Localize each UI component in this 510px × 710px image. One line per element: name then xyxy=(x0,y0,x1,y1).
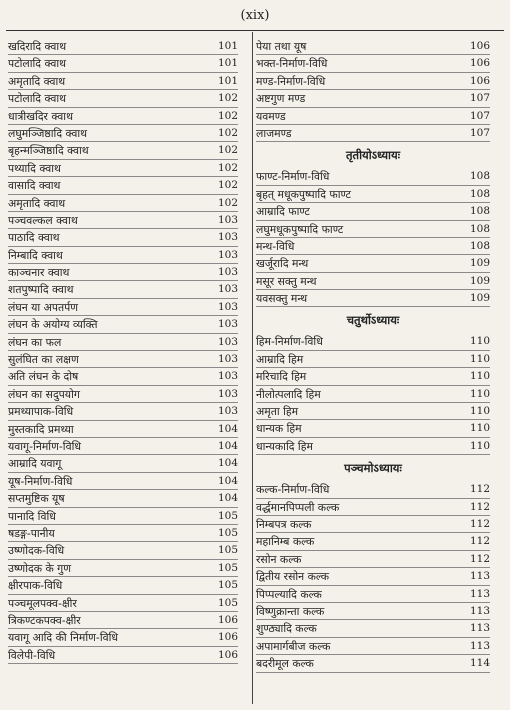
entry-page-number: 104 xyxy=(217,474,238,487)
toc-entry xyxy=(256,386,490,403)
entry-title: पञ्चवल्कल क्वाथ xyxy=(8,213,78,227)
chapter-heading: चतुर्थोऽध्यायः xyxy=(346,313,400,328)
entry-page-number: 103 xyxy=(217,387,238,400)
entry-title: पिप्पल्यादि कल्क xyxy=(256,587,322,601)
entry-title: विष्णुक्रान्ता कल्क xyxy=(256,604,325,618)
entry-title: पाठादि क्वाथ xyxy=(8,231,60,245)
entry-page-number: 112 xyxy=(469,535,490,548)
entry-page-number: 108 xyxy=(469,187,490,200)
entry-title: मसूर सक्तु मन्थ xyxy=(256,274,317,288)
entry-page-number: 101 xyxy=(217,57,238,70)
toc-entry xyxy=(8,125,238,142)
entry-page-number: 114 xyxy=(469,657,490,670)
entry-page-number: 113 xyxy=(469,622,490,635)
toc-entry xyxy=(256,655,490,672)
entry-title: नीलोत्पलादि हिम xyxy=(256,387,321,401)
entry-title: लंघन के अयोग्य व्यक्ति xyxy=(8,318,98,332)
toc-entry xyxy=(256,221,490,238)
toc-entry xyxy=(256,516,490,533)
toc-entry xyxy=(8,542,238,559)
entry-title: मरिचादि हिम xyxy=(256,370,307,384)
entry-title: वासादि क्वाथ xyxy=(8,179,61,193)
entry-page-number: 103 xyxy=(217,370,238,383)
entry-page-number: 103 xyxy=(217,318,238,331)
toc-entry xyxy=(256,55,490,72)
entry-title: पटोलादि क्वाथ xyxy=(8,57,67,71)
entry-page-number: 110 xyxy=(469,352,490,365)
entry-page-number: 102 xyxy=(217,144,238,157)
toc-entry xyxy=(256,351,490,368)
toc-entry xyxy=(8,438,238,455)
entry-title: वर्द्धमानपिप्पली कल्क xyxy=(256,500,340,514)
toc-entry xyxy=(8,55,238,72)
toc-entry xyxy=(256,368,490,385)
toc-entry xyxy=(8,38,238,55)
toc-entry xyxy=(256,438,490,455)
toc-entry xyxy=(256,586,490,603)
entry-page-number: 113 xyxy=(469,587,490,600)
entry-title: विलेपी-विधि xyxy=(8,648,56,662)
entry-page-number: 110 xyxy=(469,439,490,452)
entry-page-number: 108 xyxy=(469,170,490,183)
entry-page-number: 105 xyxy=(217,509,238,522)
entry-title: क्षीरपाक-विधि xyxy=(8,579,63,593)
entry-page-number: 110 xyxy=(469,335,490,348)
entry-page-number: 106 xyxy=(469,74,490,87)
entry-title: उष्णोदक-विधि xyxy=(8,544,65,558)
entry-title: यवागू-निर्माण-विधि xyxy=(8,439,82,453)
entry-page-number: 102 xyxy=(217,196,238,209)
entry-page-number: 104 xyxy=(217,422,238,435)
entry-title: बृहन्मञ्जिष्ठादि क्वाथ xyxy=(8,144,89,158)
entry-page-number: 109 xyxy=(469,292,490,305)
entry-title: अपामार्गबीज कल्क xyxy=(256,639,331,653)
entry-title: धान्यक हिम xyxy=(256,422,302,436)
left-column xyxy=(8,38,238,664)
entry-title: पेया तथा यूष xyxy=(256,40,307,53)
entry-page-number: 105 xyxy=(217,526,238,539)
toc-entry xyxy=(256,620,490,637)
entry-title: काञ्चनार क्वाथ xyxy=(8,266,70,280)
toc-entry xyxy=(256,273,490,290)
entry-title: त्रिकण्टकपक्व-क्षीर xyxy=(8,613,81,627)
toc-entry xyxy=(256,551,490,568)
toc-entry xyxy=(8,368,238,385)
entry-page-number: 107 xyxy=(469,126,490,139)
toc-entry xyxy=(8,473,238,490)
top-rule xyxy=(6,30,504,31)
entry-title: धात्रीखदिर क्वाथ xyxy=(8,109,73,123)
toc-entry xyxy=(8,334,238,351)
toc-entry xyxy=(256,255,490,272)
entry-page-number: 104 xyxy=(217,492,238,505)
entry-page-number: 104 xyxy=(217,457,238,470)
entry-title: लंघन या अपतर्पण xyxy=(8,300,79,314)
entry-page-number: 106 xyxy=(469,57,490,70)
entry-title: यवमण्ड xyxy=(256,109,286,123)
page-number: (xix) xyxy=(240,8,270,23)
entry-page-number: 113 xyxy=(469,639,490,652)
entry-title: बृहत् मधूकपुष्पादि फाण्ट xyxy=(256,187,351,201)
toc-entry xyxy=(8,455,238,472)
entry-title: सुलंघित का लक्षण xyxy=(8,353,79,367)
entry-title: अमृता हिम xyxy=(256,405,299,419)
toc-entry xyxy=(256,481,490,498)
entry-page-number: 105 xyxy=(217,561,238,574)
entry-title: उष्णोदक के गुण xyxy=(8,561,72,575)
entry-page-number: 103 xyxy=(217,335,238,348)
right-column xyxy=(256,38,490,673)
toc-entry xyxy=(8,403,238,420)
entry-title: खदिरादि क्वाथ xyxy=(8,40,67,53)
entry-page-number: 112 xyxy=(469,517,490,530)
entry-title: द्वितीय रसोन कल्क xyxy=(256,570,330,584)
toc-entry xyxy=(8,264,238,281)
entry-title: अमृतादि क्वाथ xyxy=(8,196,66,210)
chapter-heading: तृतीयोऽध्यायः xyxy=(345,148,401,163)
toc-entry xyxy=(256,73,490,90)
toc-entry xyxy=(256,603,490,620)
entry-page-number: 102 xyxy=(217,126,238,139)
entry-page-number: 109 xyxy=(469,274,490,287)
entry-page-number: 103 xyxy=(217,248,238,261)
entry-title: मुस्तकादि प्रमथ्या xyxy=(8,422,74,436)
toc-entry xyxy=(8,73,238,90)
toc-entry xyxy=(8,386,238,403)
entry-title: निम्बादि क्वाथ xyxy=(8,248,63,262)
toc-entry xyxy=(256,125,490,142)
entry-title: बदरीमूल कल्क xyxy=(256,657,314,671)
entry-page-number: 104 xyxy=(217,439,238,452)
entry-title: यूष-निर्माण-विधि xyxy=(8,474,73,488)
entry-page-number: 102 xyxy=(217,179,238,192)
entry-title: आम्रादि हिम xyxy=(256,352,304,366)
entry-page-number: 108 xyxy=(469,205,490,218)
toc-entry xyxy=(256,238,490,255)
entry-page-number: 112 xyxy=(469,552,490,565)
entry-page-number: 106 xyxy=(469,40,490,52)
entry-title: शुण्ठ्यादि कल्क xyxy=(256,622,317,636)
toc-entry xyxy=(8,525,238,542)
entry-page-number: 103 xyxy=(217,353,238,366)
entry-page-number: 110 xyxy=(469,370,490,383)
toc-entry xyxy=(8,560,238,577)
entry-page-number: 110 xyxy=(469,422,490,435)
toc-entry xyxy=(8,316,238,333)
toc-entry xyxy=(256,168,490,185)
entry-title: रसोन कल्क xyxy=(256,552,302,566)
entry-page-number: 108 xyxy=(469,239,490,252)
toc-entry xyxy=(8,299,238,316)
entry-title: पञ्चमूलपक्व-क्षीर xyxy=(8,596,77,610)
entry-page-number: 110 xyxy=(469,387,490,400)
entry-page-number: 103 xyxy=(217,300,238,313)
entry-title: मन्थ-विधि xyxy=(256,239,295,253)
toc-entry xyxy=(8,195,238,212)
toc-entry xyxy=(8,108,238,125)
entry-title: यवागू आदि की निर्माण-विधि xyxy=(8,631,119,645)
toc-entry xyxy=(256,290,490,307)
entry-title: हिम-निर्माण-विधि xyxy=(256,335,323,349)
entry-title: लघुमञ्जिष्ठादि क्वाथ xyxy=(8,126,88,140)
entry-title: पटोलादि क्वाथ xyxy=(8,92,67,106)
toc-entry xyxy=(8,629,238,646)
entry-title: शतपुष्पादि क्वाथ xyxy=(8,283,74,297)
toc-entry xyxy=(256,90,490,107)
entry-page-number: 105 xyxy=(217,544,238,557)
entry-page-number: 105 xyxy=(217,579,238,592)
toc-entry xyxy=(8,595,238,612)
entry-title: लघुमधूकपुष्पादि फाण्ट xyxy=(256,222,344,236)
entry-title: लंघन का फल xyxy=(8,335,62,349)
toc-entry xyxy=(8,508,238,525)
chapter-heading: पञ्चमोऽध्यायः xyxy=(344,461,402,476)
entry-page-number: 102 xyxy=(217,92,238,105)
entry-page-number: 107 xyxy=(469,92,490,105)
entry-title: भक्त-निर्माण-विधि xyxy=(256,57,328,71)
entry-page-number: 106 xyxy=(217,648,238,661)
entry-title: आम्रादि यवागू xyxy=(8,457,62,471)
entry-title: आम्रादि फाण्ट xyxy=(256,205,310,219)
toc-entry xyxy=(8,229,238,246)
entry-title: निम्बपत्र कल्क xyxy=(256,517,312,531)
entry-page-number: 103 xyxy=(217,266,238,279)
toc-entry xyxy=(8,142,238,159)
entry-page-number: 106 xyxy=(217,631,238,644)
toc-entry xyxy=(256,333,490,350)
entry-title: षडङ्ग-पानीय xyxy=(8,526,55,540)
entry-page-number: 112 xyxy=(469,500,490,513)
entry-title: लाजमण्ड xyxy=(256,126,292,140)
entry-page-number: 101 xyxy=(217,74,238,87)
entry-page-number: 103 xyxy=(217,213,238,226)
toc-entry xyxy=(256,38,490,55)
entry-page-number: 101 xyxy=(217,40,238,52)
entry-page-number: 110 xyxy=(469,405,490,418)
toc-entry xyxy=(8,577,238,594)
toc-entry xyxy=(256,420,490,437)
toc-entry xyxy=(8,281,238,298)
entry-page-number: 109 xyxy=(469,257,490,270)
toc-entry xyxy=(8,160,238,177)
entry-page-number: 112 xyxy=(469,483,490,496)
entry-title: मण्ड-निर्माण-विधि xyxy=(256,74,326,88)
entry-title: अमृतादि क्वाथ xyxy=(8,74,66,88)
entry-title: खर्जूरादि मन्थ xyxy=(256,257,309,271)
entry-title: पानादि विधि xyxy=(8,509,56,523)
column-divider xyxy=(252,32,253,704)
entry-page-number: 103 xyxy=(217,231,238,244)
entry-title: सप्तमुष्टिक यूष xyxy=(8,492,65,506)
toc-entry xyxy=(256,108,490,125)
entry-title: फाण्ट-निर्माण-विधि xyxy=(256,170,330,184)
toc-entry xyxy=(8,247,238,264)
entry-page-number: 107 xyxy=(469,109,490,122)
entry-title: धान्यकादि हिम xyxy=(256,439,313,453)
entry-title: महानिम्ब कल्क xyxy=(256,535,315,549)
toc-entry xyxy=(8,212,238,229)
toc-entry xyxy=(8,351,238,368)
entry-title: कल्क-निर्माण-विधि xyxy=(256,483,330,497)
toc-entry xyxy=(8,612,238,629)
entry-page-number: 103 xyxy=(217,405,238,418)
toc-entry xyxy=(256,186,490,203)
entry-page-number: 113 xyxy=(469,570,490,583)
toc-entry xyxy=(8,90,238,107)
entry-page-number: 103 xyxy=(217,283,238,296)
toc-entry xyxy=(256,203,490,220)
toc-entry xyxy=(256,568,490,585)
toc-entry xyxy=(256,533,490,550)
entry-page-number: 113 xyxy=(469,604,490,617)
entry-title: प्रमथ्यापाक-विधि xyxy=(8,405,74,419)
toc-entry xyxy=(8,421,238,438)
toc-entry xyxy=(256,638,490,655)
entry-page-number: 102 xyxy=(217,109,238,122)
toc-entry xyxy=(8,490,238,507)
entry-title: अष्टगुण मण्ड xyxy=(256,92,306,106)
toc-entry xyxy=(8,177,238,194)
entry-title: यवसक्तु मन्थ xyxy=(256,292,308,306)
entry-title: अति लंघन के दोष xyxy=(8,370,79,384)
entry-page-number: 105 xyxy=(217,596,238,609)
toc-entry xyxy=(8,647,238,664)
entry-page-number: 102 xyxy=(217,161,238,174)
toc-entry xyxy=(256,499,490,516)
entry-title: पथ्यादि क्वाथ xyxy=(8,161,61,175)
toc-entry xyxy=(256,403,490,420)
entry-page-number: 106 xyxy=(217,613,238,626)
entry-page-number: 108 xyxy=(469,222,490,235)
entry-title: लंघन का सदुपयोग xyxy=(8,387,80,401)
